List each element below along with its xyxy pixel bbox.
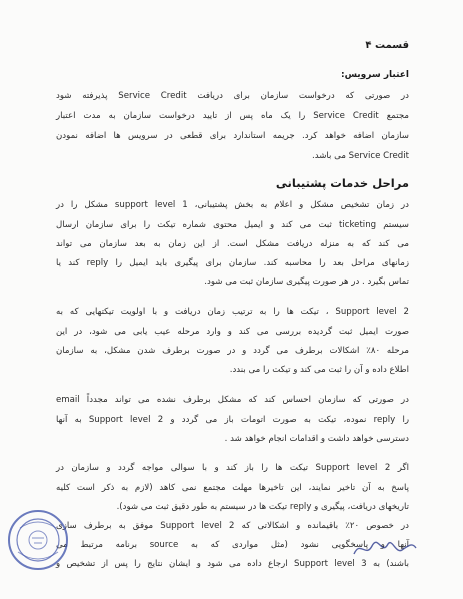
stamp-seal — [6, 508, 70, 572]
para5-line: باشند) به 3 Support level ارجاع داده می شود و ایشان نتایج را پس از تشخیص و — [56, 559, 409, 569]
credit-line: مجتمع Service Credit را یک ماه پس از تایید درخواست سازمان به مدت اعتبار — [56, 111, 409, 121]
para4-line: اگر 2 Support level تیکت ها را باز کند و با سوالی مواجه گردد و سازمان در — [56, 463, 410, 473]
para3-line: را reply نموده، تیکت به صورت اتومات باز می گردد و 2 Support level به آنها — [56, 415, 409, 425]
section-title: قسمت ۴ — [365, 40, 409, 51]
para4-line: تاریخهای دریافت، پیگیری و reply تیکت ها در سیستم به طور دقیق ثبت می شود). — [116, 502, 409, 512]
credit-line: سازمان اضافه خواهد کرد. جریمه استاندارد برای قطعی در سرویس ها اضافه نمودن — [56, 131, 409, 141]
para2-line: مرحله ۸۰٪ اشکالات برطرف می گردد و در صورت برطرف شدن مشکل، به سازمان — [56, 346, 410, 356]
support-heading: مراحل خدمات پشتیبانی — [275, 176, 409, 190]
para2-line: اطلاع داده و آن را ثبت می کند و تیکت را می بندد. — [229, 365, 409, 375]
para5-line: در خصوص ۲۰٪ باقیمانده و اشکالاتی که 2 Support level موفق به برطرف سازی — [56, 521, 409, 531]
para5-line: آنها و پاسخگویی نشود (مثل مواردی که به source برنامه مرتبط می — [56, 540, 409, 550]
para1-line: می کند که به منزله دریافت مشکل است. از این زمان به بعد سازمان می تواند — [56, 239, 409, 249]
handwritten-signature — [350, 536, 420, 562]
credit-heading: اعتبار سرویس: — [340, 70, 409, 80]
para2-line: صورت ایمیل ثبت گردیده بررسی می کند و وارد مرحله عیب یابی می شود، در این — [56, 327, 409, 337]
para1-line: زمانهای مراحل بعد را محاسبه کند. سازمان برای پیگیری باید ایمیل را reply کند یا — [56, 258, 409, 268]
para2-line: 2 Support level ، تیکت ها را به ترتیب زمان دریافت و با اولویت تیکتهایی که به — [56, 307, 409, 317]
para3-line: در صورتی که سازمان احساس کند که مشکل برطرف نشده می تواند مجدداً email — [56, 395, 409, 405]
para1-line: در زمان تشخیص مشکل و اعلام به بخش پشتیبانی، 1 support level مشکل را در — [56, 200, 409, 210]
credit-line: در صورتی که درخواست سازمان برای دریافت Service Credit پذیرفته شود — [56, 91, 409, 101]
para1-line: تماس بگیرد . در هر صورت پیگیری سازمان ثبت می شود. — [204, 277, 409, 287]
para1-line: سیستم ticketing ثبت می کند و ایمیل محتوی شماره تیکت را برای سازمان ارسال — [56, 220, 409, 230]
credit-line: Service Credit می باشد. — [311, 151, 409, 161]
para4-line: پاسخ به آن تاخیر نمایند، این تاخیرها مهلت مجتمع نمی کاهد (لازم به ذکر است کلیه — [56, 483, 409, 493]
para3-line: دسترسی خواهد داشت و اقدامات انجام خواهد شد . — [224, 434, 409, 444]
